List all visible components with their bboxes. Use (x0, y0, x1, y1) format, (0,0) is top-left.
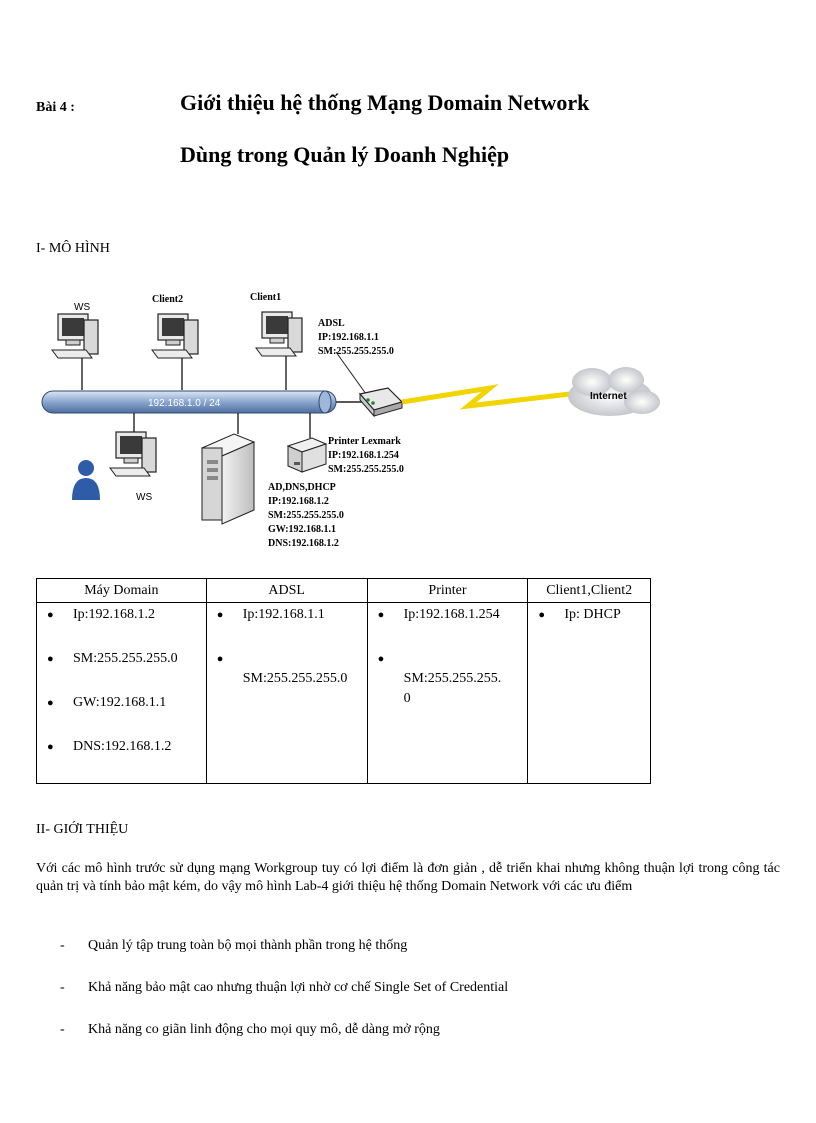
advantage-item: - Quản lý tập trung toàn bộ mọi thành phần trong hệ thống (60, 934, 760, 976)
diagram-server-dns: DNS:192.168.1.2 (268, 538, 339, 549)
domain-dns: ● DNS:192.168.1.2 (43, 737, 200, 757)
section-2-heading: II- GIỚI THIỆU (36, 822, 129, 837)
table-cell-printer (367, 603, 528, 784)
lesson-label: Bài 4 : (36, 100, 75, 115)
wan-link-bolt (402, 388, 570, 406)
advantage-item: - Khả năng bảo mật cao nhưng thuận lợi nhờ cơ chế Single Set of Credential (60, 976, 760, 1018)
table-header-clients: Client1,Client2 (528, 579, 651, 603)
user-ws-computer-icon (110, 432, 156, 476)
diagram-server-role: AD,DNS,DHCP (268, 482, 336, 493)
advantages-list (60, 934, 760, 1060)
table-cell-adsl (206, 603, 367, 784)
network-diagram (30, 278, 670, 560)
printer-ip: ● Ip:192.168.1.254 (374, 605, 522, 625)
domain-sm: ● SM:255.255.255.0 (43, 649, 200, 669)
printer-sm-line-1: SM:255.255.255. (403, 671, 502, 686)
diagram-network-label: 192.168.1.0 / 24 (148, 398, 221, 409)
user-icon (72, 460, 100, 500)
diagram-internet-label: Internet (590, 391, 627, 402)
diagram-server-gw: GW:192.168.1.1 (268, 524, 337, 535)
domain-ip: ● Ip:192.168.1.2 (43, 605, 200, 625)
diagram-client1-label: Client1 (250, 292, 282, 303)
diagram-client2-label: Client2 (152, 294, 184, 305)
adsl-ip: ● Ip:192.168.1.1 (213, 605, 361, 625)
table-cell-clients (528, 603, 651, 784)
table-cell-domain (37, 603, 207, 784)
diagram-printer-ip: IP:192.168.1.254 (328, 450, 399, 461)
client-ip: ● Ip: DHCP (534, 605, 644, 625)
diagram-ws-label: WS (74, 302, 91, 313)
diagram-server-sm: SM:255.255.255.0 (268, 510, 344, 521)
table-header-domain: Máy Domain (37, 579, 207, 603)
ws-computer-icon (52, 314, 98, 358)
client1-computer-icon (256, 312, 302, 356)
page-title-line-2: Dùng trong Quản lý Doanh Nghiệp (180, 142, 510, 167)
diagram-server-ip: IP:192.168.1.2 (268, 496, 329, 507)
diagram-adsl-ip: IP:192.168.1.1 (318, 332, 379, 343)
diagram-adsl-sm: SM:255.255.255.0 (318, 346, 394, 357)
printer-icon (288, 438, 326, 472)
client2-computer-icon (152, 314, 198, 358)
printer-sm-line-2: 0 (403, 691, 411, 706)
domain-gw: ● GW:192.168.1.1 (43, 693, 200, 713)
diagram-printer-name: Printer Lexmark (328, 436, 401, 447)
domain-server-icon (202, 434, 254, 524)
diagram-adsl-name: ADSL (318, 318, 345, 329)
adsl-sm: ● SM:255.255.255.0 (213, 649, 361, 689)
diagram-user-ws-label: WS (136, 492, 153, 503)
table-header-adsl: ADSL (206, 579, 367, 603)
advantage-item: - Khả năng co giãn linh động cho mọi quy mô, dễ dàng mở rộng (60, 1018, 760, 1060)
section-1-heading: I- MÔ HÌNH (36, 241, 110, 256)
intro-paragraph: Với các mô hình trước sử dụng mạng Workgroup tuy có lợi điểm là đơn giản , dễ triển khai nhưng không thuận lợi trong công tác quản trị và tính bảo mật kém, do vậy mô hình Lab-4 giới thiệu hệ thống Domain Network với các ưu điểm (36, 861, 780, 894)
page-title-line-1: Giới thiệu hệ thống Mạng Domain Network (180, 90, 590, 115)
ip-config-table (36, 578, 651, 784)
adsl-router-icon (360, 388, 402, 416)
diagram-printer-sm: SM:255.255.255.0 (328, 464, 404, 475)
printer-sm (374, 649, 522, 709)
table-header-printer: Printer (367, 579, 528, 603)
